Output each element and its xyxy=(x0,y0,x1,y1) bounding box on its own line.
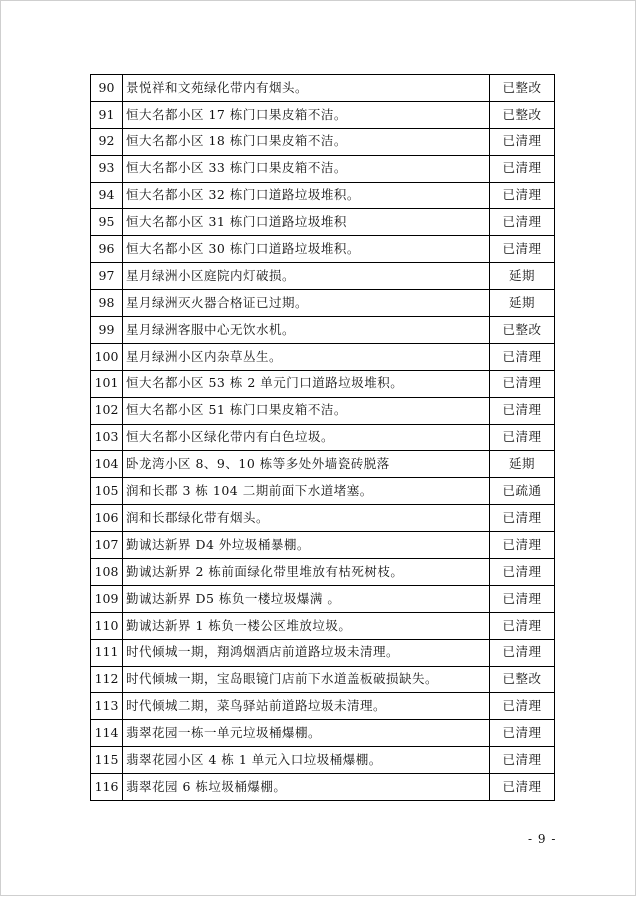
row-number: 102 xyxy=(91,397,123,424)
table-row xyxy=(91,612,555,639)
row-description: 翡翠花园小区 4 栋 1 单元入口垃圾桶爆棚。 xyxy=(123,747,490,774)
row-status: 已清理 xyxy=(490,155,555,182)
row-status: 已整改 xyxy=(490,317,555,344)
row-number: 93 xyxy=(91,155,123,182)
table-row xyxy=(91,343,555,370)
row-number: 112 xyxy=(91,666,123,693)
row-number: 104 xyxy=(91,451,123,478)
table-row xyxy=(91,101,555,128)
row-status: 已清理 xyxy=(490,774,555,801)
page-number: - 9 - xyxy=(528,832,557,846)
table-row xyxy=(91,236,555,263)
row-description: 恒大名都小区 30 栋门口道路垃圾堆积。 xyxy=(123,236,490,263)
row-description: 卧龙湾小区 8、9、10 栋等多处外墙瓷砖脱落 xyxy=(123,451,490,478)
row-status: 已清理 xyxy=(490,505,555,532)
row-number: 99 xyxy=(91,317,123,344)
row-number: 101 xyxy=(91,370,123,397)
table-row xyxy=(91,585,555,612)
row-number: 109 xyxy=(91,585,123,612)
row-description: 润和长郡绿化带有烟头。 xyxy=(123,505,490,532)
row-description: 恒大名都小区 53 栋 2 单元门口道路垃圾堆积。 xyxy=(123,370,490,397)
row-number: 97 xyxy=(91,263,123,290)
table-row xyxy=(91,75,555,102)
row-number: 98 xyxy=(91,290,123,317)
table-row xyxy=(91,182,555,209)
row-description: 星月绿洲小区庭院内灯破损。 xyxy=(123,263,490,290)
row-number: 107 xyxy=(91,532,123,559)
table-row xyxy=(91,693,555,720)
row-number: 90 xyxy=(91,75,123,102)
row-description: 恒大名都小区 17 栋门口果皮箱不洁。 xyxy=(123,101,490,128)
row-description: 翡翠花园一栋一单元垃圾桶爆棚。 xyxy=(123,720,490,747)
row-number: 92 xyxy=(91,128,123,155)
row-number: 95 xyxy=(91,209,123,236)
table-row xyxy=(91,747,555,774)
row-status: 已清理 xyxy=(490,612,555,639)
row-status: 已清理 xyxy=(490,720,555,747)
row-status: 已清理 xyxy=(490,209,555,236)
row-status: 已清理 xyxy=(490,424,555,451)
row-status: 已清理 xyxy=(490,236,555,263)
table-row xyxy=(91,424,555,451)
row-status: 已清理 xyxy=(490,370,555,397)
table-row xyxy=(91,774,555,801)
row-status: 已整改 xyxy=(490,75,555,102)
row-number: 94 xyxy=(91,182,123,209)
table-row xyxy=(91,370,555,397)
row-description: 翡翠花园 6 栋垃圾桶爆棚。 xyxy=(123,774,490,801)
table-row xyxy=(91,155,555,182)
row-status: 已整改 xyxy=(490,666,555,693)
row-number: 115 xyxy=(91,747,123,774)
row-number: 96 xyxy=(91,236,123,263)
row-number: 108 xyxy=(91,559,123,586)
inspection-record-table xyxy=(90,74,555,801)
row-status: 已清理 xyxy=(490,585,555,612)
row-number: 106 xyxy=(91,505,123,532)
row-description: 时代倾城一期，翔鸿烟酒店前道路垃圾未清理。 xyxy=(123,639,490,666)
row-number: 100 xyxy=(91,343,123,370)
row-status: 已清理 xyxy=(490,343,555,370)
row-description: 恒大名都小区 51 栋门口果皮箱不洁。 xyxy=(123,397,490,424)
table-row xyxy=(91,397,555,424)
table-row xyxy=(91,532,555,559)
row-description: 星月绿洲灭火器合格证已过期。 xyxy=(123,290,490,317)
row-number: 111 xyxy=(91,639,123,666)
row-status: 延期 xyxy=(490,263,555,290)
row-status: 已清理 xyxy=(490,639,555,666)
table-row xyxy=(91,128,555,155)
row-description: 时代倾城一期，宝岛眼镜门店前下水道盖板破损缺失。 xyxy=(123,666,490,693)
row-status: 已清理 xyxy=(490,559,555,586)
row-status: 已整改 xyxy=(490,101,555,128)
row-description: 时代倾城二期，菜鸟驿站前道路垃圾未清理。 xyxy=(123,693,490,720)
row-status: 已疏通 xyxy=(490,478,555,505)
table-row xyxy=(91,209,555,236)
table-row xyxy=(91,559,555,586)
table-row xyxy=(91,639,555,666)
table-row xyxy=(91,720,555,747)
row-description: 勤诚达新界 2 栋前面绿化带里堆放有枯死树枝。 xyxy=(123,559,490,586)
row-number: 105 xyxy=(91,478,123,505)
row-status: 延期 xyxy=(490,290,555,317)
row-number: 91 xyxy=(91,101,123,128)
row-number: 103 xyxy=(91,424,123,451)
table-row xyxy=(91,478,555,505)
row-description: 恒大名都小区绿化带内有白色垃圾。 xyxy=(123,424,490,451)
table-row xyxy=(91,451,555,478)
row-description: 润和长郡 3 栋 104 二期前面下水道堵塞。 xyxy=(123,478,490,505)
row-description: 恒大名都小区 32 栋门口道路垃圾堆积。 xyxy=(123,182,490,209)
row-description: 恒大名都小区 33 栋门口果皮箱不洁。 xyxy=(123,155,490,182)
row-status: 已清理 xyxy=(490,747,555,774)
row-number: 110 xyxy=(91,612,123,639)
table-row xyxy=(91,505,555,532)
row-status: 已清理 xyxy=(490,532,555,559)
row-status: 已清理 xyxy=(490,128,555,155)
table-row xyxy=(91,317,555,344)
row-number: 114 xyxy=(91,720,123,747)
table-row xyxy=(91,263,555,290)
row-status: 已清理 xyxy=(490,397,555,424)
row-description: 星月绿洲小区内杂草丛生。 xyxy=(123,343,490,370)
row-status: 已清理 xyxy=(490,182,555,209)
row-description: 星月绿洲客服中心无饮水机。 xyxy=(123,317,490,344)
row-description: 景悦祥和文苑绿化带内有烟头。 xyxy=(123,75,490,102)
row-description: 勤诚达新界 D4 外垃圾桶暴棚。 xyxy=(123,532,490,559)
row-status: 延期 xyxy=(490,451,555,478)
row-number: 116 xyxy=(91,774,123,801)
table-row xyxy=(91,666,555,693)
table-row xyxy=(91,290,555,317)
row-number: 113 xyxy=(91,693,123,720)
row-description: 勤诚达新界 D5 栋负一楼垃圾爆满 。 xyxy=(123,585,490,612)
row-description: 勤诚达新界 1 栋负一楼公区堆放垃圾。 xyxy=(123,612,490,639)
row-status: 已清理 xyxy=(490,693,555,720)
row-description: 恒大名都小区 31 栋门口道路垃圾堆积 xyxy=(123,209,490,236)
row-description: 恒大名都小区 18 栋门口果皮箱不洁。 xyxy=(123,128,490,155)
table-body xyxy=(91,75,555,801)
